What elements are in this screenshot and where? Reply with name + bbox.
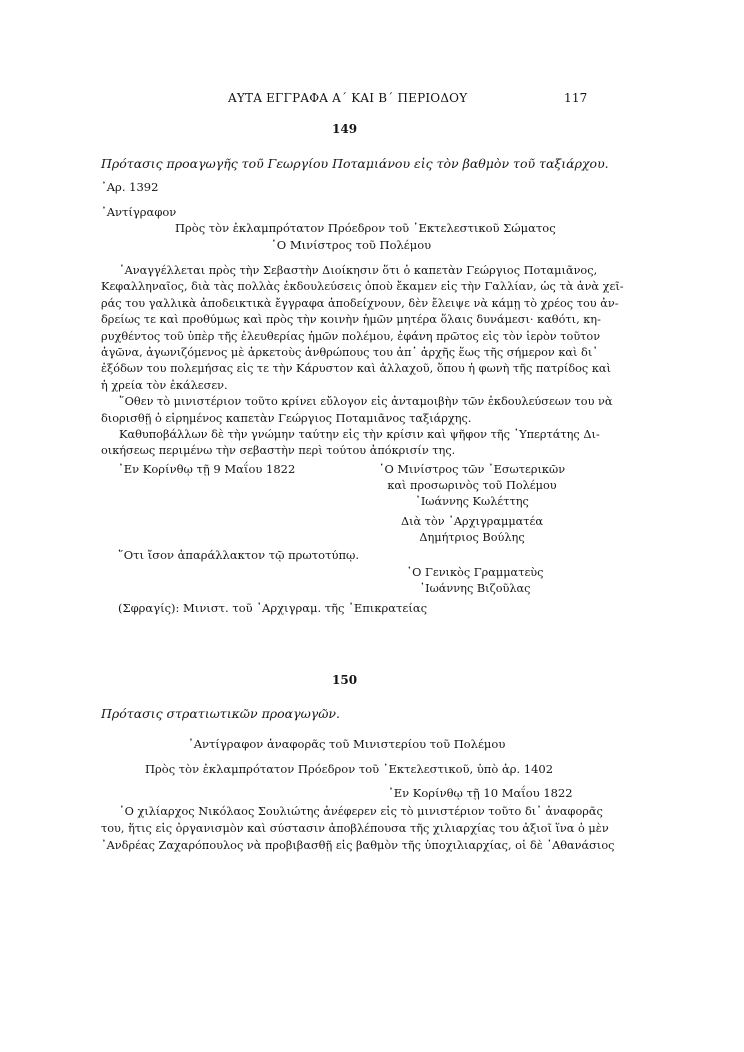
body-line: δρείως τε καὶ προθύμως καὶ πρὸς τὴν κοινὴν ἡμῶν μητέρα ὅλαις δυνάμεσι· καθότι, κη- [101, 313, 601, 327]
running-header-title: ΑΥΤΑ ΕΓΓΡΑΦΑ Α΄ ΚΑΙ Β΄ ΠΕΡΙΟΔΟΥ [228, 91, 468, 105]
body-line: ῞Οθεν τὸ μινιστέριον τοῦτο κρίνει εὔλογον εἰς ἀνταμοιβὴν τῶν ἐκδουλεύσεων του νὰ [119, 395, 613, 409]
document-date: ᾿Εν Κορίνθῳ τῇ 9 Μαΐου 1822 [118, 462, 296, 476]
body-line: ᾿Αναγγέλλεται πρὸς τὴν Σεβαστὴν Διοίκησιν ὅτι ὁ καπετὰν Γεώργιος Ποταμιᾶνος, [119, 264, 598, 277]
signature-line: Δημήτριος Βούλης [419, 531, 525, 544]
certification-line: ῞Οτι ἴσον ἀπαράλλακτον τῷ πρωτοτύπῳ. [118, 548, 360, 562]
body-line: του, ἥτις εἰς ὀργανισμὸν καὶ σύστασιν ἀποβλέπουσα τῆς χιλιαρχίας του ἀξιοῖ ἵνα ὁ μὲν [101, 822, 609, 835]
signature-line: Διὰ τὸν ᾿Αρχιγραμματέα [400, 515, 544, 528]
signature-line: καὶ προσωρινὸς τοῦ Πολέμου [387, 479, 557, 492]
copy-line: ᾿Αντίγραφον ἀναφορᾶς τοῦ Μινιστερίου τοῦ Πολέμου [188, 737, 506, 751]
page-number: 117 [564, 91, 588, 105]
document-date: ᾿Εν Κορίνθῳ τῇ 10 Μαΐου 1822 [388, 786, 573, 800]
document-body [101, 803, 615, 854]
document-number: 149 [332, 122, 358, 136]
body-line: οικήσεως περιμένω τὴν σεβαστὴν περὶ τούτου ἀπόκρισίν της. [101, 444, 456, 458]
addressee-line: Πρὸς τὸν ἐκλαμπρότατον Πρόεδρον τοῦ ᾿Εκτελεστικοῦ Σώματος [175, 221, 556, 235]
body-line: ἀγῶνα, ἀγωνιζόμενος μὲ ἀρκετοὺς ἀνθρώπους του ἀπ᾿ ἀρχῆς ἕως τῆς σήμερον καὶ δι᾿ [101, 346, 598, 360]
document-title: Πρότασις προαγωγῆς τοῦ Γεωργίου Ποταμιάνου εἰς τὸν βαθμὸν τοῦ ταξιάρχου. [101, 156, 609, 171]
reference-number: ᾿Αρ. 1392 [101, 180, 159, 194]
document-title: Πρότασις στρατιωτικῶν προαγωγῶν. [101, 706, 340, 721]
signature-block [372, 462, 572, 546]
secretary-signature [380, 565, 570, 597]
document-body [101, 263, 624, 460]
copy-label: ᾿Αντίγραφον [101, 205, 177, 219]
sender-line: ῾Ο Μινίστρος τοῦ Πολέμου [271, 238, 432, 252]
signature-line: ᾿Ιωάννης Βιζοῦλας [419, 582, 531, 595]
addressee-line: Πρὸς τὸν ἐκλαμπρότατον Πρόεδρον τοῦ ᾿Εκτελεστικοῦ, ὑπὸ ἀρ. 1402 [145, 762, 554, 776]
document-number: 150 [332, 673, 358, 687]
signature-line: ᾿Ιωάννης Κωλέττης [415, 495, 529, 508]
body-line: Καθυποβάλλων δὲ τὴν γνώμην ταύτην εἰς τὴν κρίσιν καὶ ψῆφον τῆς ῾Υπερτάτης Δι- [119, 428, 600, 442]
body-line: διορισθῇ ὁ εἰρημένος καπετὰν Γεώργιος Ποταμιᾶνος ταξιάρχης. [101, 411, 472, 425]
signature-line: ῾Ο Μινίστρος τῶν ᾿Εσωτερικῶν [378, 463, 566, 476]
body-line: ἐξόδων του πολεμήσας εἰς τε τὴν Κάρυστον καὶ ἀλλαχοῦ, ὅπου ἡ φωνὴ τῆς πατρίδος καὶ [101, 362, 611, 376]
body-line: ρυχθέντος τοῦ ὑπὲρ τῆς ἐλευθερίας ἡμῶν πολέμου, ἐφάνη πρῶτος εἰς τὸν ἱερὸν τοῦτον [101, 329, 601, 343]
seal-line: (Σφραγίς): Μινιστ. τοῦ ᾿Αρχιγραμ. τῆς ᾿Επικρατείας [118, 601, 428, 615]
body-line: ράς του γαλλικὰ ἀποδεικτικὰ ἔγγραφα ἀποδείχνουν, δὲν ἔλειψε νὰ κάμῃ τὸ χρέος του ἀν- [101, 296, 619, 310]
signature-line: ῾Ο Γενικὸς Γραμματεὺς [406, 566, 544, 579]
body-line: Κεφαλληναῖος, διὰ τὰς πολλὰς ἐκδουλεύσεις ὁποὺ ἔκαμεν εἰς τὴν Γαλλίαν, ὡς τὰ ἀνὰ χεῖ- [101, 280, 624, 294]
body-line: ἡ χρεία τὸν ἐκάλεσεν. [101, 378, 228, 392]
body-line: ᾿Ανδρέας Ζαχαρόπουλος νὰ προβιβασθῇ εἰς βαθμὸν τῆς ὑποχιλιαρχίας, οἱ δὲ ᾿Αθανάσιος [101, 839, 615, 852]
body-line: ῾Ο χιλίαρχος Νικόλαος Σουλιώτης ἀνέφερεν εἰς τὸ μινιστέριον τοῦτο δι᾿ ἀναφορᾶς [119, 805, 603, 818]
